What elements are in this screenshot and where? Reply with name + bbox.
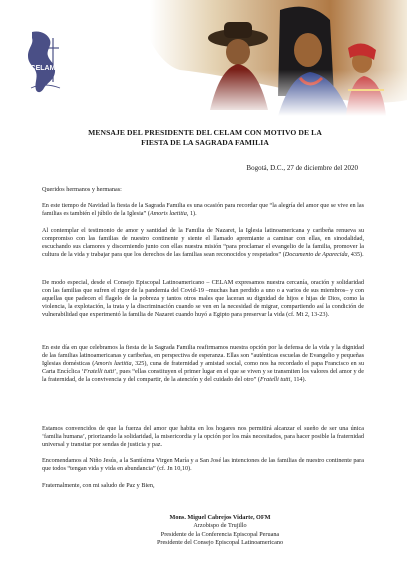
p4-text-b: , 325), cuna de fraternidad y amistad social, como nos ha recordado el papa Francisco en su Carta Encíclica ‘ — [42, 359, 365, 375]
signatory-role-1: Arzobispo de Trujillo — [193, 522, 247, 530]
paragraph-4 — [42, 344, 364, 384]
p2-text-a: Al contemplar el testimonio de amor y santidad de la Familia de Nazaret, la Iglesia latinoamericana y caribeña renueva su compromiso con las familias de nuestro continente y siente el llamado apremiante a caminar con ellas, en sinodalidad, escuchando sus clamores y discerniendo junto con ellas nuestra misión “para proclamar el evangelio de la familia, promover la cultura de la vida y trabajar para que los derechos de las familias sean reconocidos y respetados” ( — [42, 227, 364, 258]
p4-text-d: , 114). — [290, 375, 307, 383]
p4-text-c: ’, pues “ellas constituyen el primer lugar en el que se viven y se transmiten los valores del amor y de la fraternidad, de la convivencia y del compartir, de la atención y del cuidado del otro” ( — [42, 367, 364, 383]
signatory-role-3: Presidente del Consejo Episcopal Latinoamericano — [156, 539, 284, 547]
signatory-role-2: Presidente de la Conferencia Episcopal Peruana — [160, 530, 280, 538]
paragraph-5: Estamos convencidos de que la fuerza del amor que habita en los hogares nos permitirá alcanzar el sueño de ser una única ‘familia humana’, priorizando la solidaridad, la misericordia y la opción por los más necesitados, para hacer posible la fraternidad universal y transitar por sendas de justicia y paz. — [42, 425, 364, 448]
title-line-1: MENSAJE DEL PRESIDENTE DEL CELAM CON MOTIVO DE LA — [88, 128, 322, 137]
p4-citation-2: Fratelli tutti — [83, 367, 115, 375]
letter-date: Bogotá, D.C., 27 de diciembre del 2020 — [246, 164, 358, 172]
p1-text-b: , 1). — [186, 209, 197, 217]
letter-title — [55, 128, 355, 148]
greeting: Queridos hermanos y hermanas: — [42, 186, 122, 193]
signatory-name: Mons. Miguel Cabrejos Vidarte, OFM — [169, 514, 271, 521]
paragraph-3: De modo especial, desde el Consejo Episcopal Latinoamericano – CELAM expresamos nuestra cercanía, oración y solidaridad con las familias que sufren el rigor de la pandemia del Covid-19 –muchas han perdido a uno o a varios de sus miembros– y con aquellas que padecen el flagelo de la pobreza y tantos otros males que laceran su dignidad de hijos e hijas de Dios, como la violencia, la explotación, la trata y la discriminación cuando se ven en la necesidad de migrar, compartiendo así la condición de vulnerabilidad que experimentó la familia de Nazaret cuando huyó a Egipto para preservar la vida (cf. Mt 2, 13-23). — [42, 279, 364, 318]
title-line-2: FIESTA DE LA SAGRADA FAMILIA — [141, 138, 269, 147]
paragraph-6: Encomendamos al Niño Jesús, a la Santísima Virgen María y a San José las intenciones de las familias de nuestro continente para que todos “tengan vida y vida en abundancia” (cf. Jn 10,10). — [42, 457, 364, 472]
p4-citation-1: Amoris laetitia — [94, 359, 132, 367]
letterhead — [0, 0, 407, 118]
p1-citation: Amoris laetitia — [149, 209, 187, 217]
p1-text-a: En este tiempo de Navidad la fiesta de la Sagrada Familia es una ocasión para recordar que “la alegría del amor que se vive en las familias es también el júbilo de la Iglesia” ( — [42, 202, 364, 217]
p2-text-b: , 435). — [347, 250, 364, 258]
p2-citation: Documento de Aparecida — [284, 250, 348, 258]
closing-line: Fraternalmente, con mi saludo de Paz y Bien, — [42, 482, 155, 489]
celam-logo-icon — [22, 28, 64, 96]
logo-text: CELAM — [30, 65, 56, 72]
p4-text-a: En este día en que celebramos la fiesta de la Sagrada Familia reafirmamos nuestra opción por la defensa de la vida y la dignidad de las familias latinoamericanas y caribeñas, en perspectiva de esperanza. Ellas son “auténticas escuelas de Evangelio y pequeñas Iglesias domésticas ( — [42, 344, 364, 367]
p4-citation-3: Fratelli tutti — [259, 375, 291, 383]
indigenous-family-photo — [150, 0, 407, 116]
signature-block — [120, 514, 320, 548]
paragraph-1 — [42, 202, 364, 218]
paragraph-2 — [42, 227, 364, 259]
